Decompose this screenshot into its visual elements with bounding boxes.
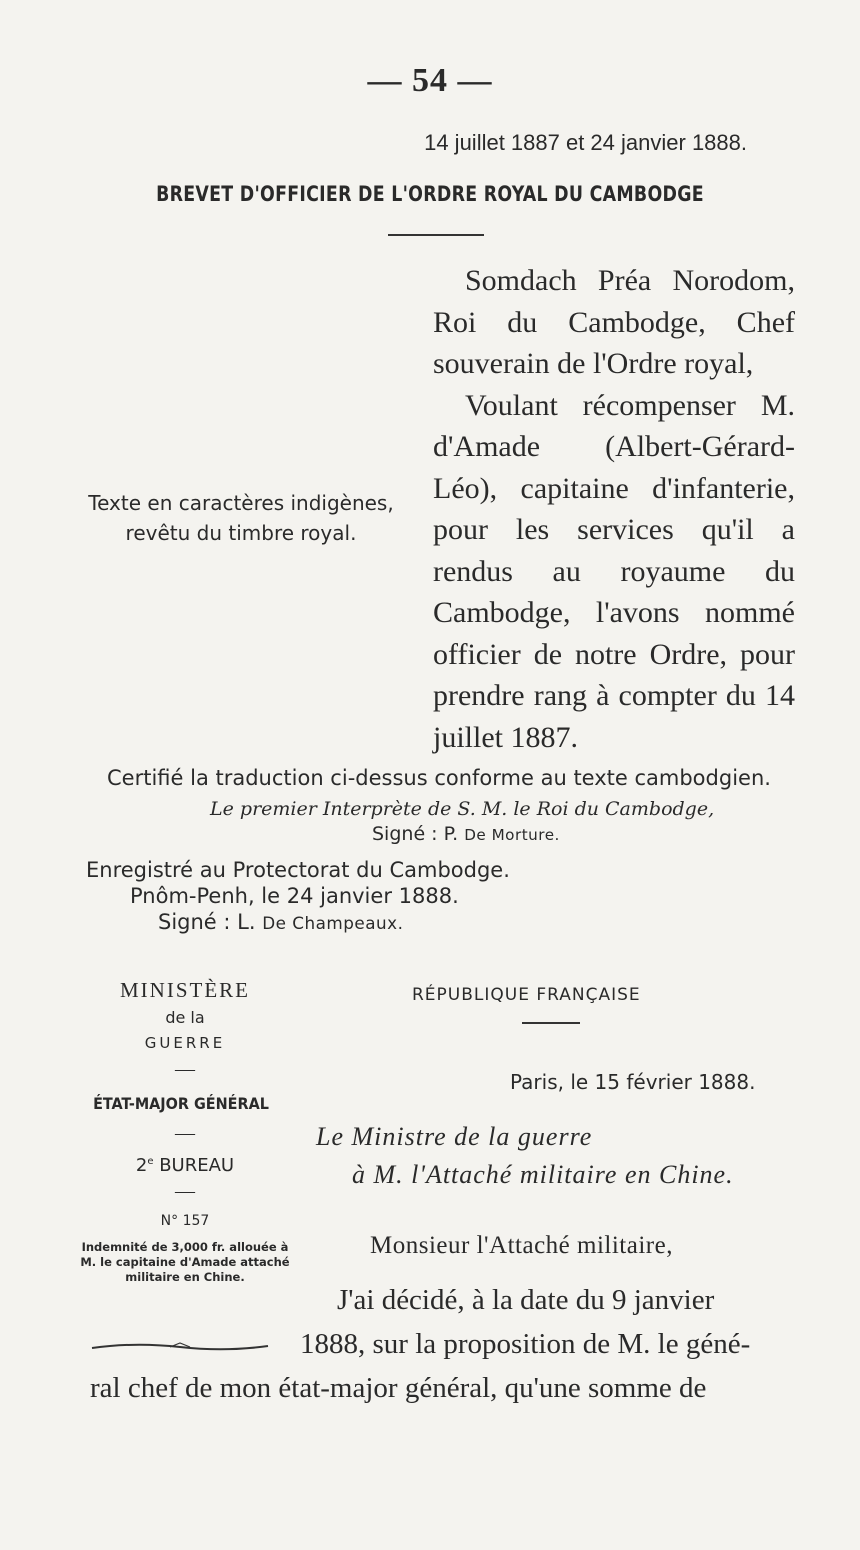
letter-line-1: J'ai décidé, à la date du 9 janvier — [337, 1284, 715, 1316]
bureau-number: 2 — [135, 1155, 148, 1176]
ministry-de-la: de la — [165, 1008, 205, 1027]
margin-note: Texte en caractères indigènes, revêtu du timbre royal. — [88, 491, 394, 545]
letter-salutation: Monsieur l'Attaché militaire, — [370, 1232, 673, 1259]
ministry-guerre: GUERRE — [144, 1034, 226, 1052]
page-number: — 54 — — [367, 62, 493, 99]
letter-from: Le Ministre de la guerre — [316, 1122, 593, 1151]
letter-to: à M. l'Attaché militaire en Chine. — [352, 1160, 734, 1189]
republic-heading: RÉPUBLIQUE FRANÇAISE — [412, 985, 641, 1005]
sidebar-dash: — — [175, 1122, 195, 1144]
title-rule — [388, 234, 484, 236]
brevet-paragraph-2: Voulant récompenser M. d'Amade (Albert-Gérard-Léo), capitaine d'infanterie, pour les services qu'il a rendus au royaume du Cambodge, l'avons nommé officier de notre Ordre, pour prendre rang à compter du 14 juillet 1887. — [433, 388, 795, 754]
etat-major-heading: ÉTAT-MAJOR GÉNÉRAL — [93, 1094, 269, 1113]
bureau-superscript: e — [147, 1156, 154, 1167]
signature-2-prefix: Signé : L. — [158, 910, 263, 934]
registration-line: Enregistré au Protectorat du Cambodge. — [86, 858, 510, 882]
brevet-body — [433, 260, 795, 758]
letter-line-3: ral chef de mon état-major général, qu'une somme de — [90, 1372, 707, 1404]
letter-line-2: 1888, sur la proposition de M. le géné- — [300, 1328, 751, 1360]
signature-1-prefix: Signé : P. — [372, 823, 465, 845]
sidebar-dash: — — [175, 1058, 195, 1080]
interpreter-line: Le premier Interprète de S. M. le Roi du Cambodge, — [210, 798, 715, 820]
signature-1-name: De Morture. — [464, 826, 560, 844]
certification-line: Certifié la traduction ci-dessus conforme au texte cambodgien. — [107, 766, 771, 790]
signature-2-name: De Champeaux. — [262, 913, 404, 933]
bureau-text: BUREAU — [153, 1155, 235, 1176]
sidebar-dash: — — [175, 1180, 195, 1202]
letter-place-date: Paris, le 15 février 1888. — [510, 1070, 756, 1094]
header-dates: 14 juillet 1887 et 24 janvier 1888. — [424, 130, 747, 155]
file-number: N° 157 — [160, 1213, 210, 1229]
brevet-paragraph-1: Somdach Préa Norodom, Roi du Cambodge, Chef souverain de l'Ordre royal, — [433, 264, 795, 380]
registration-place-date: Pnôm-Penh, le 24 janvier 1888. — [130, 884, 459, 908]
indemnity-note: Indemnité de 3,000 fr. allouée à M. le capitaine d'Amade attaché militaire en Chine. — [80, 1240, 290, 1284]
bureau-label — [90, 1155, 280, 1176]
letter-body — [90, 1278, 800, 1410]
brevet-title: BREVET D'OFFICIER DE L'ORDRE ROYAL DU CAMBODGE — [156, 182, 704, 206]
ministry-heading: MINISTÈRE — [120, 978, 250, 1002]
signature-1 — [372, 823, 560, 845]
signature-2 — [158, 910, 403, 934]
republic-rule — [522, 1022, 580, 1024]
